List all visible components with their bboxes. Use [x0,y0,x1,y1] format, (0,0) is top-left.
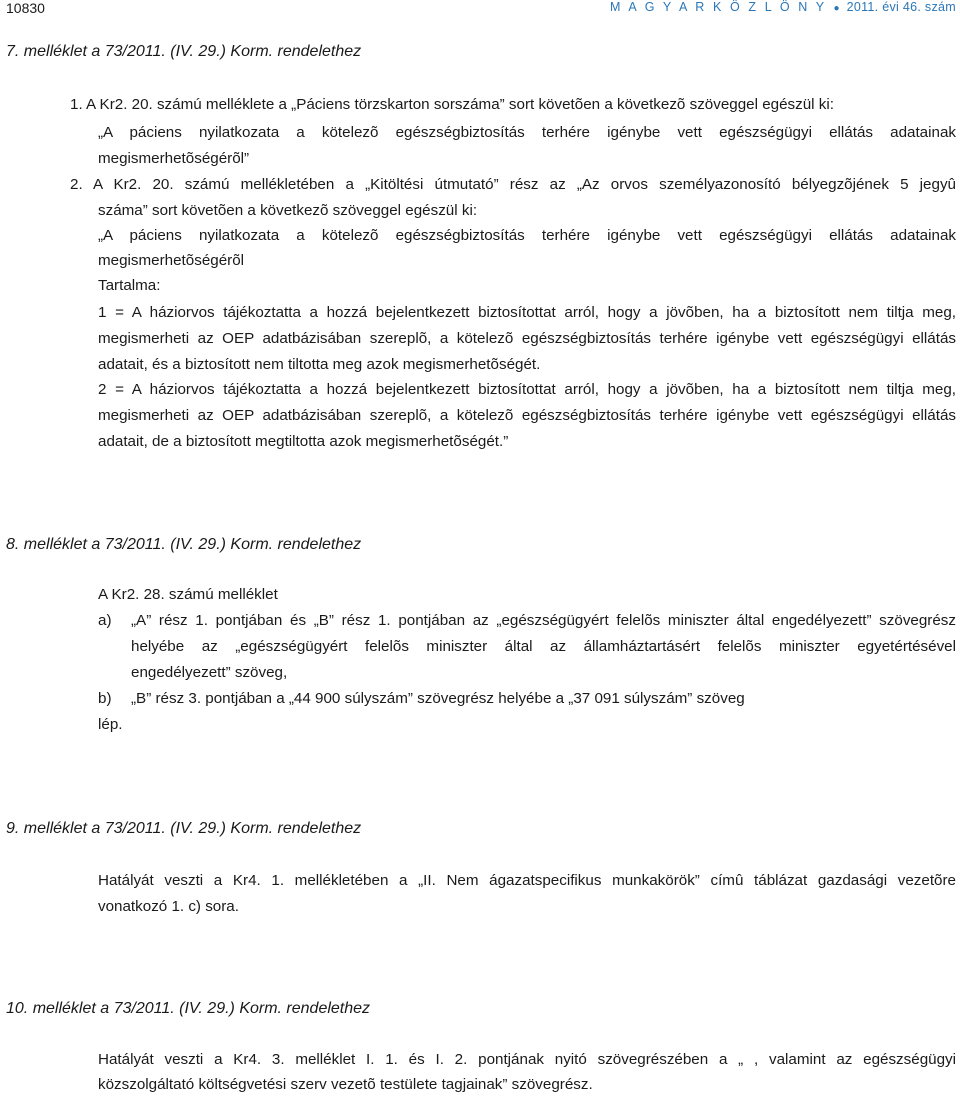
annex-7-line: 2 = A háziorvos tájékoztatta a hozzá bejelentkezett biztosítottat arról, hogy a jövõben, ha a biztosított nem tiltja meg, [98,381,956,398]
annex-7-line: száma” sort követõen a következõ szöveggel egészül ki: [98,202,478,219]
item-a-label: a) [98,612,112,629]
annex-7-line: 1. A Kr2. 20. számú melléklete a „Páciens törzskarton sorszáma” sort követõen a következõ szöveggel egészül ki: [70,96,834,113]
journal-name: M A G Y A R K Ö Z L Ö N Y [610,0,827,14]
annex-8-heading: 8. melléklet a 73/2011. (IV. 29.) Korm. rendelethez [6,536,362,553]
journal-issue: 2011. évi 46. szám [846,0,956,14]
annex-8-title: A Kr2. 28. számú melléklet [98,586,278,603]
annex-7-line: adatait, és a biztosított nem tiltotta meg azok megismerhetõségét. [98,356,541,373]
annex-7-line: megismerheti az OEP adatbázisában szereplõ, a kötelezõ egészségbiztosítás terhére igénybe vett egészségügyi ellátás [98,407,956,424]
annex-7-line: Tartalma: [98,277,161,294]
item-a-line: „A” rész 1. pontjában és „B” rész 1. pontjában az „egészségügyért felelõs miniszter által engedélyezett” szövegrész [131,612,956,629]
annex-7-line: megismerhetõségérõl [98,252,245,269]
annex-9-line: vonatkozó 1. c) sora. [98,898,239,915]
annex-8-closing: lép. [98,716,123,733]
annex-7-line: 2. A Kr2. 20. számú mellékletében a „Kitöltési útmutató” rész az „Az orvos személyazonosító bélyegzõjének 5 jegyû [70,176,956,193]
journal-header [610,0,956,14]
annex-7-line: „A páciens nyilatkozata a kötelezõ egészségbiztosítás terhére igénybe vett egészségügyi ellátás adatainak [98,124,956,141]
annex-10-heading: 10. melléklet a 73/2011. (IV. 29.) Korm. rendelethez [6,1000,371,1017]
annex-7-line: adatait, de a biztosított megtiltotta azok megismerhetõségét.” [98,433,509,450]
item-a-line: helyébe az „egészségügyért felelõs miniszter által az államháztartásért felelõs miniszter egyetértésével [131,638,956,655]
annex-10-line: közszolgáltató költségvetési szerv vezetõ testülete tagjainak” szövegrész. [98,1076,593,1093]
item-a-line: engedélyezett” szöveg, [131,664,288,681]
item-b-text: „B” rész 3. pontjában a „44 900 súlyszám” szövegrész helyébe a „37 091 súlyszám” szöveg [131,690,745,707]
annex-10-line: Hatályát veszti a Kr4. 3. melléklet I. 1. és I. 2. pontjának nyitó szövegrészében a „ , valamint az egészségügyi [98,1051,956,1068]
annex-7-line: megismerhetõségérõl” [98,150,250,167]
annex-7-line: 1 = A háziorvos tájékoztatta a hozzá bejelentkezett biztosítottat arról, hogy a jövõben, ha a biztosított nem tiltja meg, [98,304,956,321]
annex-7-line: megismerheti az OEP adatbázisában szereplõ, a kötelezõ egészségbiztosítás terhére igénybe vett egészségügyi ellátás [98,330,956,347]
item-b-label: b) [98,690,112,707]
annex-9-line: Hatályát veszti a Kr4. 1. mellékletében a „II. Nem ágazatspecifikus munkakörök” címû táblázat gazdasági vezetõre [98,872,956,889]
annex-7-line: „A páciens nyilatkozata a kötelezõ egészségbiztosítás terhére igénybe vett egészségügyi ellátás adatainak [98,227,956,244]
page-number: 10830 [6,0,45,16]
annex-7-heading: 7. melléklet a 73/2011. (IV. 29.) Korm. rendelethez [6,43,362,60]
bullet-separator: ● [833,3,840,14]
annex-9-heading: 9. melléklet a 73/2011. (IV. 29.) Korm. rendelethez [6,820,362,837]
